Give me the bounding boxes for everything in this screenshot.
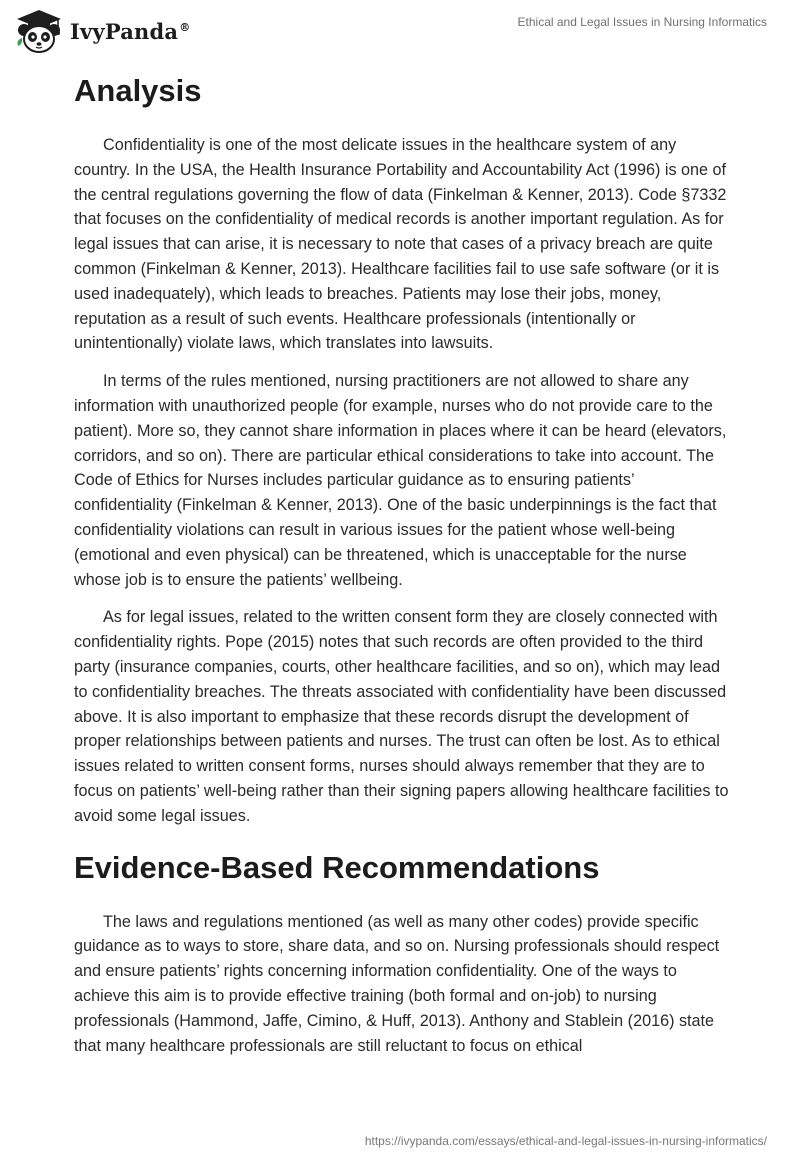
registered-mark: ®: [179, 20, 191, 34]
brand-logo[interactable]: [14, 8, 190, 54]
analysis-paragraph-3: As for legal issues, related to the written consent form they are closely connected with confidentiality rights. Pope (2015) notes that such records are often provided to the third party (insurance companies, courts, other healthcare facilities, and so on), which may lead to confidentiality breaches. The threats associated with confidentiality have been discussed above. It is also important to emphasize that these records disrupt the development of proper relationships between patients and nurses. The trust can often be lost. As to ethical issues related to written consent forms, nurses should always remember that they are to focus on patients’ well-being rather than their signing papers allowing healthcare facilities to avoid some legal issues.: [74, 608, 729, 825]
panda-graduate-icon: [14, 8, 64, 54]
heading-evidence-based-recommendations: Evidence-Based Recommendations: [74, 849, 600, 885]
document-body: [74, 72, 734, 1071]
document-title: Ethical and Legal Issues in Nursing Informatics: [517, 15, 767, 29]
page-header: [0, 0, 800, 62]
brand-name: [70, 19, 190, 44]
evidence-paragraph-1: The laws and regulations mentioned (as well as many other codes) provide specific guidance as to ways to store, share data, and so on. Nursing professionals should respect and ensure patients’ rights concerning information confidentiality. One of the ways to achieve this aim is to provide effective training (both formal and on-job) to nursing professionals (Hammond, Jaffe, Cimino, & Huff, 2013). Anthony and Stablein (2016) state that many healthcare professionals are still reluctant to focus on ethical: [74, 912, 720, 1055]
analysis-paragraph-2: In terms of the rules mentioned, nursing practitioners are not allowed to share any information with unauthorized people (for example, nurses who do not provide care to the patient). More so, they cannot share information in places where it can be heard (elevators, corridors, and so on). There are particular ethical considerations to take into account. The Code of Ethics for Nurses includes particular guidance as to ensuring patients’ confidentiality (Finkelman & Kenner, 2013). One of the basic underpinnings is the fact that confidentiality violations can result in various issues for the patient whose well-being (emotional and even physical) can be threatened, which is unacceptable for the nurse whose job is to ensure the patients’ wellbeing.: [74, 372, 727, 589]
source-url[interactable]: https://ivypanda.com/essays/ethical-and-legal-issues-in-nursing-informatics/: [364, 1134, 767, 1148]
analysis-paragraph-1: Confidentiality is one of the most delicate issues in the healthcare system of any country. In the USA, the Health Insurance Portability and Accountability Act (1996) is one of the central regulations governing the flow of data (Finkelman & Kenner, 2013). Code §7332 that focuses on the confidentiality of medical records is another important regulation. As for legal issues that can arise, it is necessary to note that cases of a privacy breach are quite common (Finkelman & Kenner, 2013). Healthcare facilities fail to use safe software (or it is used inadequately), which leads to breaches. Patients may lose their jobs, money, reputation as a result of such events. Healthcare professionals (intentionally or unintentionally) violate laws, which translates into lawsuits.: [74, 136, 727, 353]
brand-name-text: IvyPanda: [70, 18, 179, 44]
heading-analysis: Analysis: [74, 73, 202, 108]
